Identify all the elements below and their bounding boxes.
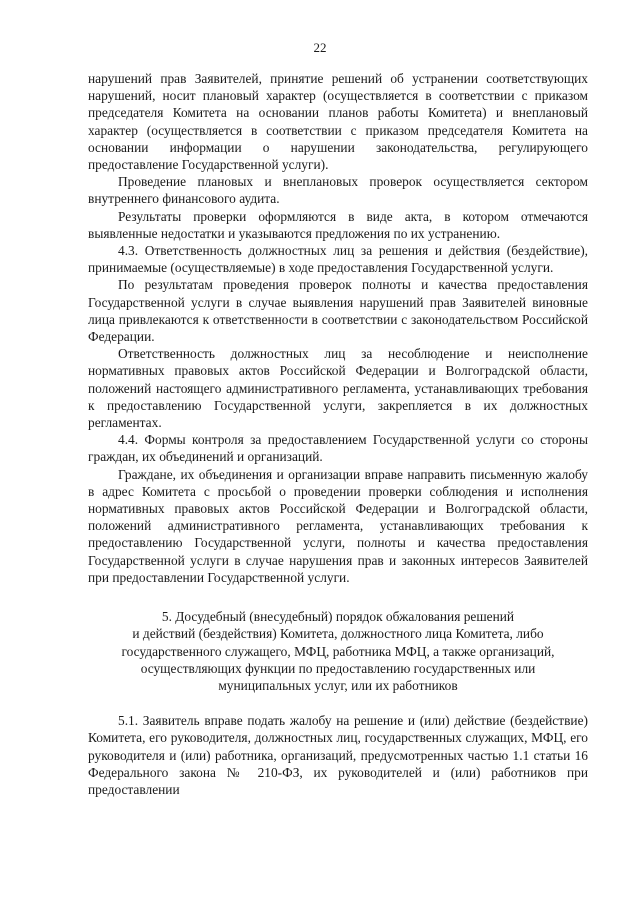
paragraphs-before: [88, 70, 588, 586]
paragraph: 4.4. Формы контроля за предоставлением Государственной услуги со стороны граждан, их объединений и организаций.: [88, 432, 588, 465]
paragraphs-after: [88, 712, 588, 798]
paragraph: Граждане, их объединения и организации вправе направить письменную жалобу в адрес Комитета с просьбой о проведении проверки соблюдения и исполнения нормативных правовых актов Российской Федерации и Волгоградской области, положений административного регламента, устанавливающих требования к предоставлению Государственной услуги, полноты и качества предоставления Государственной услуги в случае нарушения прав и законных интересов Заявителей при предоставлении Государственной услуги.: [88, 466, 588, 585]
paragraph: 4.3. Ответственность должностных лиц за решения и действия (бездействие), принимаемые (осуществляемые) в ходе предоставления Государственной услуги.: [88, 243, 588, 276]
section-title-line: осуществляющих функции по предоставлению государственных или: [140, 660, 536, 676]
paragraph: Проведение плановых и внеплановых проверок осуществляется сектором внутреннего финансового аудита.: [88, 174, 588, 207]
paragraph: Ответственность должностных лиц за несоблюдение и неисполнение нормативных правовых актов Российской Федерации и Волгоградской области, положений настоящего административного регламента, устанавливающих требования к предоставлению Государственной услуги, закрепляется в их должностных регламентах.: [88, 346, 588, 431]
page-number: 22: [313, 40, 327, 55]
paragraph: По результатам проведения проверок полноты и качества предоставления Государственной услуги в случае выявления нарушений прав Заявителей виновные лица привлекаются к ответственности в соответствии с законодательством Российской Федерации.: [88, 277, 588, 345]
section-title: [88, 608, 588, 694]
paragraph: 5.1. Заявитель вправе подать жалобу на решение и (или) действие (бездействие) Комитета, его руководителя, должностных лиц, государственных служащих, МФЦ, его руководителя и (или) работника, организаций, предусмотренных частью 1.1 статьи 16 Федерального закона № 210-ФЗ, их руководителей и (или) работников при предоставлении: [88, 713, 588, 797]
paragraph: нарушений прав Заявителей, принятие решений об устранении соответствующих нарушений, носит плановый характер (осуществляется в соответствии с приказом председателя Комитета на основании планов работы Комитета) и внеплановый характер (осуществляется в соответствии с приказом председателя Комитета на основании информации о нарушении законодательства, регулирующего предоставление Государственной услуги).: [88, 71, 588, 173]
section-title-line: государственного служащего, МФЦ, работника МФЦ, а также организаций,: [121, 643, 555, 659]
document-body: [88, 70, 588, 798]
section-title-line: муниципальных услуг, или их работников: [218, 677, 458, 693]
section-title-line: и действий (бездействия) Комитета, должностного лица Комитета, либо: [132, 626, 544, 642]
paragraph: Результаты проверки оформляются в виде акта, в котором отмечаются выявленные недостатки и указываются предложения по их устранению.: [88, 208, 588, 241]
section-title-line: 5. Досудебный (внесудебный) порядок обжалования решений: [161, 609, 515, 625]
